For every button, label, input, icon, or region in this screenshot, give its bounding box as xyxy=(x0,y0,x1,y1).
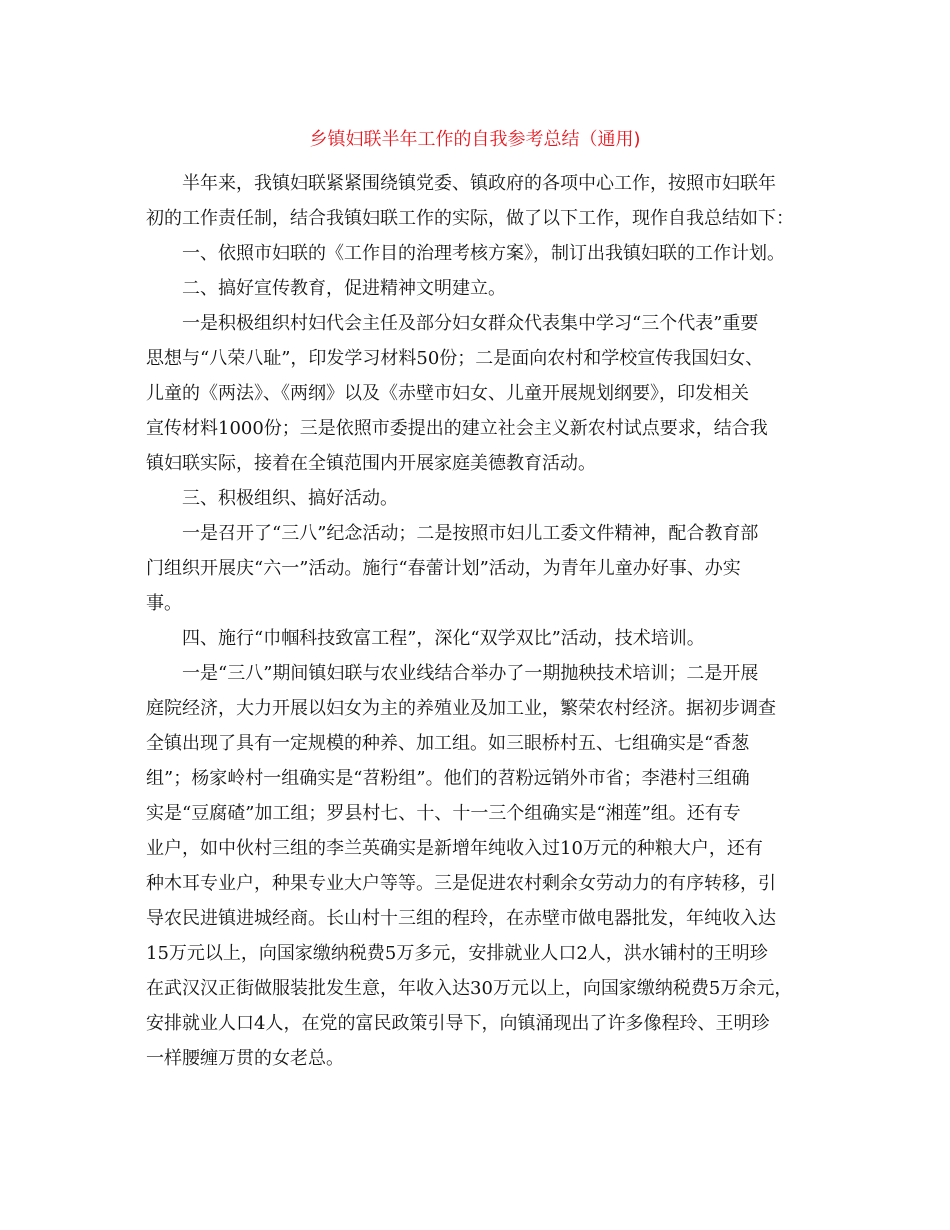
text-line: 二、搞好宣传教育，促进精神文明建立。 xyxy=(182,278,506,299)
text-line: 儿童的《两法》、《两纲》以及《赤壁市妇女、儿童开展规划纲要》，印发相关 xyxy=(146,383,749,404)
text-line: 一是积极组织村妇代会主任及部分妇女群众代表集中学习“三个代表”重要 xyxy=(182,313,759,334)
text-line: 种木耳专业户，种果专业大户等等。三是促进农村剩余女劳动力的有序转移，引 xyxy=(146,873,776,894)
text-line: 庭院经济，大力开展以妇女为主的养殖业及加工业，繁荣农村经济。据初步调查 xyxy=(146,698,776,719)
text-line: 实是“豆腐碴”加工组；罗县村七、十、十一三个组确实是“湘莲”组。还有专 xyxy=(146,803,741,824)
document-body xyxy=(146,166,816,1076)
text-line: 一是召开了“三八”纪念活动；二是按照市妇儿工委文件精神，配合教育部 xyxy=(182,523,759,544)
text-line: 一、依照市妇联的《工作目的治理考核方案》，制订出我镇妇联的工作计划。 xyxy=(182,243,785,264)
text-line: 业户，如中伙村三组的李兰英确实是新增年纯收入过10万元的种粮大户，还有 xyxy=(146,838,763,859)
text-line: 宣传材料1000份；三是依照市委提出的建立社会主义新农村试点要求，结合我 xyxy=(146,418,768,439)
text-line: 事。 xyxy=(146,593,182,614)
text-line: 门组织开展庆“六一”活动。施行“春蕾计划”活动，为青年儿童办好事、办实 xyxy=(146,558,741,579)
text-line: 一是“三八”期间镇妇联与农业线结合举办了一期抛秧技术培训；二是开展 xyxy=(182,663,759,684)
text-line: 安排就业人口4人，在党的富民政策引导下，向镇涌现出了许多像程玲、王明珍 xyxy=(146,1013,770,1034)
text-line: 全镇出现了具有一定规模的种养、加工组。如三眼桥村五、七组确实是“香葱 xyxy=(146,733,750,754)
text-line: 四、施行“巾帼科技致富工程”，深化“双学双比”活动，技术培训。 xyxy=(182,628,705,649)
text-line: 思想与“八荣八耻”，印发学习材料50份；二是面向农村和学校宣传我国妇女、 xyxy=(146,348,764,369)
text-line: 组”；杨家岭村一组确实是“苕粉组”。他们的苕粉远销外市省；李港村三组确 xyxy=(146,768,750,789)
text-line: 导农民进镇进城经商。长山村十三组的程玲，在赤壁市做电器批发，年纯收入达 xyxy=(146,908,776,929)
text-line: 半年来，我镇妇联紧紧围绕镇党委、镇政府的各项中心工作，按照市妇联年 xyxy=(182,173,776,194)
text-line: 一样腰缠万贯的女老总。 xyxy=(146,1048,344,1069)
text-line: 初的工作责任制，结合我镇妇联工作的实际，做了以下工作，现作自我总结如下： xyxy=(146,208,794,229)
text-line: 15万元以上，向国家缴纳税费5万多元，安排就业人口2人，洪水铺村的王明珍 xyxy=(146,943,768,964)
text-line: 镇妇联实际，接着在全镇范围内开展家庭美德教育活动。 xyxy=(146,453,596,474)
document-title: 乡镇妇联半年工作的自我参考总结（通用) xyxy=(309,129,641,150)
text-line: 三、积极组织、搞好活动。 xyxy=(182,488,398,509)
text-line: 在武汉汉正街做服装批发生意，年收入达30万元以上，向国家缴纳税费5万余元， xyxy=(146,978,793,999)
